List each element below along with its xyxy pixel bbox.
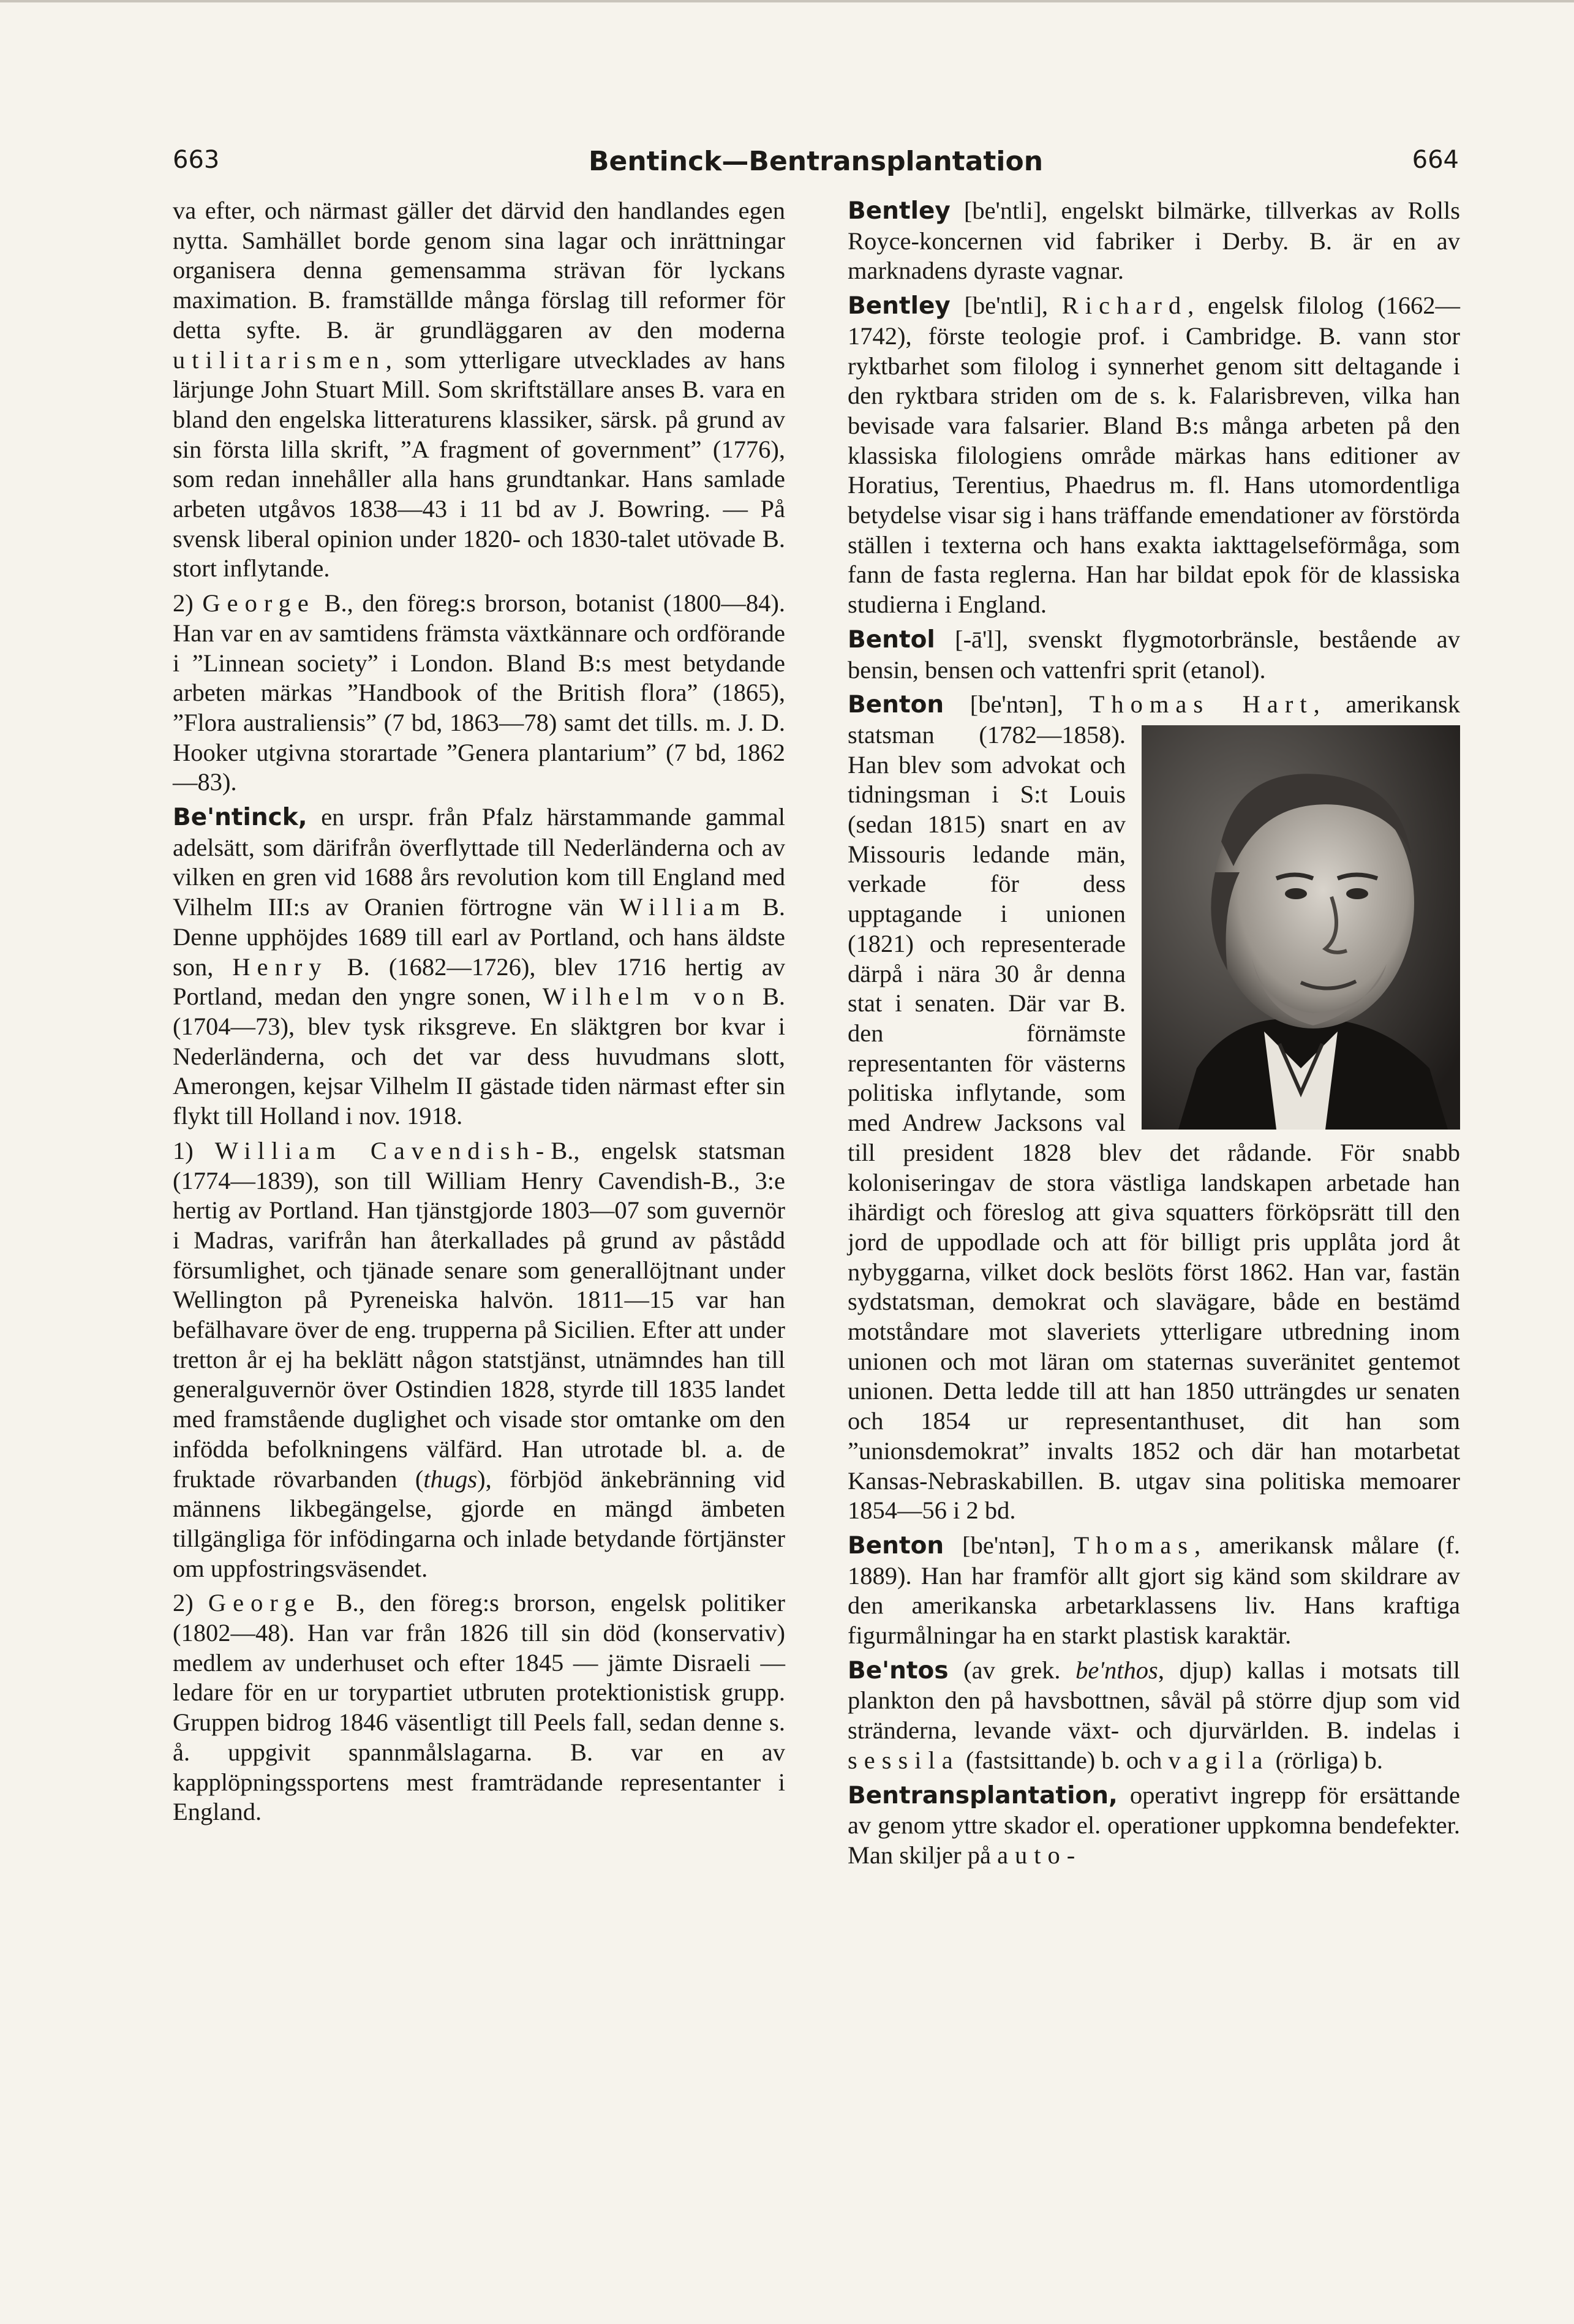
right-column [848,196,1460,1871]
entry-benton-thomas: Benton [be'ntən], Thomas, amerikansk målare (f. 1889). Han har framför allt gjort sig känd som skildrare av den amerikanska arbetarklassens liv. Hans kraftiga figurmålningar ha en starkt plastisk karaktär. [848,1531,1460,1650]
running-title: Bentinck—Bentransplantation [588,146,1044,177]
entry-bentos: Be'ntos (av grek. be'nthos, djup) kallas i motsats till plankton den på havsbottnen, såväl på större djup som vid stränderna, levande växt- och djurvärlden. B. indelas i sessila (fastsittande) b. och vagila (rörliga) b. [848,1656,1460,1774]
entry-bentransplantation: Bentransplantation, operativt ingrepp för ersättande av genom yttre skador el. operationer uppkomna bendefekter. Man skiljer på auto- [848,1781,1460,1869]
entry-bentley-car: Bentley [be'ntli], engelskt bilmärke, tillverkas av Rolls Royce-koncernen vid fabriker i Derby. B. är en av marknadens dyraste vagnar. [848,197,1460,285]
entry-george-bentham: 2) George B., den föreg:s brorson, botanist (1800—84). Han var en av samtidens främsta växtkännare och ordförande i ”Linnean society” i London. Bland B:s mest betydande arbeten märkas ”Handbook of the British flora” (1865), ”Flora australiensis” (7 bd, 1863—78) samt det tills. m. J. D. Hooker utgivna storartade ”Genera plantarium” (7 bd, 1862—83). [173,589,785,796]
entry-bentinck: Be'ntinck, en urspr. från Pfalz härstammande gammal adelsätt, som därifrån överflyttade till Nederländerna och av vilken en gren vid 1688 års revolution kom till England med Vilhelm III:s av Oranien förtrogne vän William B. Denne upphöjdes 1689 till earl av Portland, och hans äldste son, Henry B. (1682—1726), blev 1716 hertig av Portland, medan den yngre sonen, Wilhelm von B. (1704—73), blev tysk riksgreve. En släktgren bor kvar i Nederländerna, och det var dess huvudmans slott, Amerongen, kejsar Vilhelm II gästade tiden närmast efter sin flykt till Holland i nov. 1918. [173,803,785,1130]
page-number-right: 664 [1412,146,1459,174]
entry-bentham-cont: va efter, och närmast gäller det därvid den handlandes egen nytta. Samhället borde genom sina lagar och inrättningar organisera denna gemensamma strävan för lyckans maximation. B. framställde många förslag till reformer för detta syfte. B. är grundläggaren av den moderna utilitarismen, som ytterligare utvecklades av hans lärjunge John Stuart Mill. Som skriftställare anses B. vara en bland den engelska litteraturens klassiker, särsk. på grund av sin första lilla skrift, ”A fragment of government” (1776), som redan innehåller alla hans grundtankar. Hans samlade arbeten utgåvos 1838—43 i 11 bd av J. Bowring. — På svensk liberal opinion under 1820- och 1830-talet utövade B. stort inflytande. [173,197,785,583]
entry-bentol: Bentol [-ā'l], svenskt flygmotorbränsle, bestående av bensin, bensen och vattenfri sprit (etanol). [848,625,1460,684]
headword: Benton [848,691,944,719]
left-column [173,196,785,1827]
entry-bentley-richard: Bentley [be'ntli], Richard, engelsk filolog (1662—1742), förste teologie prof. i Cambridge. B. vann stor ryktbarhet som filolog i synnerhet genom sitt deltagande i den ryktbara striden om de s. k. Falarisbreven, vilka han bevisade vara falsarier. Bland B:s många arbeten på den klassiska filologiens område märkas hans editioner av Horatius, Terentius, Phaedrus m. fl. Hans utomordentliga betydelse visar sig i hans träffande emendationer av förstörda ställen i texterna och hans exakta iakttagelseförmåga, som fann de fasta reglerna. Han har bildat epok för de klassiska studierna i England. [848,292,1460,619]
page-number-left: 663 [173,146,220,174]
headword: Be'ntinck, [173,804,307,832]
entry-benton-thomas-hart: Benton [be'ntən], Thomas Hart , amerikansk statsman (1782—1858). Han blev som advokat och tidningsman i S:t Louis (sedan 1815) snart en av Missouris ledande män, verkade för dess upptagande i unionen (1821) och representerade därpå i nära 30 år denna stat i senaten. Där var B. den förnämste representanten för västerns politiska inflytande, som med Andrew Jacksons val till president 1828 blev det rådande. För snabb koloniseringav de stora västliga landskapen arbetade han ihärdigt och föreslog att giva squatters förköpsrätt till den jord de uppodlade och att för billigt pris upplåta jord åt nybyggarna, vilket dock beslöts först 1862. Han var, fastän sydstatsman, demokrat och slavägare, både en bestämd motståndare mot slaveriets ytterligare utbredning inom unionen och mot läran om staternas suveränitet gentemot unionen. Detta ledde till att han 1850 utträngdes ur senaten och 1854 ur representanthuset, dit han som ”unionsdemokrat” invalts 1852 och där han motarbetat Kansas-Nebraskabillen. B. utgav sina politiska memoarer 1854—56 i 2 bd. [848,690,1460,1525]
headword: Bentransplantation, [848,1781,1118,1809]
scan-edge [0,0,1574,2]
entry-william-cavendish-bentinck: 1) William Cavendish-B., engelsk statsman (1774—1839), son till William Henry Cavendish-B., 3:e hertig av Portland. Han tjänstgjorde 1803—07 som guvernör i Madras, varifrån han återkallades på grund av påstådd försumlighet, och tjänade senare som generallöjtnant under Wellington på Pyreneiska halvön. 1811—15 var han befälhavare över de eng. trupperna på Sicilien. Efter att under tretton år ej ha beklätt någon statstjänst, utnämndes han till generalguvernör över Ostindien 1828, styrde till 1835 landet med framstående duglighet och visade stor omtanke om den infödda befolkningens välfärd. Han utrotade bl. a. de fruktade rövarbanden (thugs), förbjöd änkebränning vid männens likbegängelse, gjorde en mängd ämbeten tillgängliga för infödingarna och inlade betydande förtjänster om uppfostringsväsendet. [173,1136,785,1582]
headword: Be'ntos [848,1656,949,1685]
headword: Bentol [848,625,935,654]
headword: Benton [848,1531,944,1560]
entry-george-bentinck: 2) George B., den föreg:s brorson, engelsk politiker (1802—48). Han var från 1826 till sin död (konservativ) medlem av underhuset och efter 1845 — jämte Disraeli — ledare för en ur torypartiet utbruten protektionistisk grupp. Gruppen bidrog 1846 väsentligt till Peels fall, sedan denne s. å. uppgivit spannmålslagarna. B. var en av kapplöpningssportens mest framträdande representanter i England. [173,1589,785,1826]
headword: Bentley [848,197,951,225]
benton-portrait [1142,725,1460,1130]
page-header [173,146,1459,183]
headword: Bentley [848,292,951,320]
